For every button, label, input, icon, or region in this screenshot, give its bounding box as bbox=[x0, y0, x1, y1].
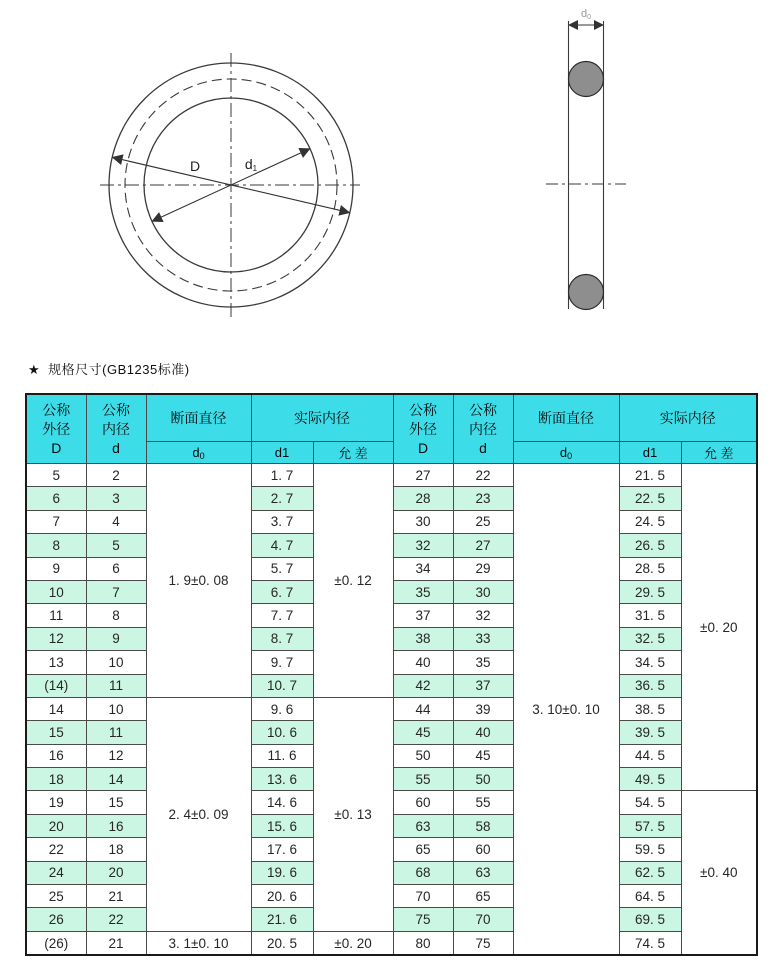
cell-section-diameter-group: 3. 1±0. 10 bbox=[146, 931, 251, 955]
cell-nominal-od: (14) bbox=[26, 674, 86, 697]
cell-nominal-id: 40 bbox=[453, 721, 513, 744]
cell-actual-id: 7. 7 bbox=[251, 604, 313, 627]
oring-front-view-drawing bbox=[92, 45, 372, 325]
cell-actual-id: 22. 5 bbox=[619, 487, 681, 510]
cell-nominal-id: 15 bbox=[86, 791, 146, 814]
cell-actual-id: 2. 7 bbox=[251, 487, 313, 510]
cell-nominal-id: 6 bbox=[86, 557, 146, 580]
header-nominal-id-right: 公称 内径 d bbox=[453, 394, 513, 464]
cell-actual-id: 21. 6 bbox=[251, 908, 313, 931]
cell-section-diameter-group: 3. 10±0. 10 bbox=[513, 464, 619, 956]
cell-actual-id: 10. 6 bbox=[251, 721, 313, 744]
cell-tolerance-group: ±0. 13 bbox=[313, 697, 393, 931]
cell-actual-id: 49. 5 bbox=[619, 768, 681, 791]
cell-nominal-id: 18 bbox=[86, 838, 146, 861]
header-tolerance-right: 允 差 bbox=[681, 442, 757, 464]
cross-section-top bbox=[569, 62, 604, 97]
cell-nominal-id: 11 bbox=[86, 674, 146, 697]
cell-nominal-od: 26 bbox=[26, 908, 86, 931]
cell-nominal-id: 2 bbox=[86, 464, 146, 487]
cell-actual-id: 38. 5 bbox=[619, 697, 681, 720]
cell-nominal-id: 21 bbox=[86, 931, 146, 955]
cell-nominal-od: 25 bbox=[26, 885, 86, 908]
cell-nominal-od: 6 bbox=[26, 487, 86, 510]
cell-actual-id: 26. 5 bbox=[619, 534, 681, 557]
cell-tolerance-group: ±0. 12 bbox=[313, 464, 393, 698]
cell-actual-id: 21. 5 bbox=[619, 464, 681, 487]
cell-nominal-od: 63 bbox=[393, 814, 453, 837]
cell-actual-id: 57. 5 bbox=[619, 814, 681, 837]
cell-nominal-od: 24 bbox=[26, 861, 86, 884]
cell-nominal-od: 50 bbox=[393, 744, 453, 767]
cell-nominal-od: 11 bbox=[26, 604, 86, 627]
cell-nominal-od: 75 bbox=[393, 908, 453, 931]
cell-section-diameter-group: 1. 9±0. 08 bbox=[146, 464, 251, 698]
cell-nominal-id: 7 bbox=[86, 580, 146, 603]
cell-nominal-od: 28 bbox=[393, 487, 453, 510]
cell-nominal-od: 15 bbox=[26, 721, 86, 744]
cell-nominal-od: 12 bbox=[26, 627, 86, 650]
cell-nominal-id: 14 bbox=[86, 768, 146, 791]
table-row bbox=[26, 464, 757, 487]
cell-tolerance-group: ±0. 20 bbox=[681, 464, 757, 791]
cell-nominal-od: 55 bbox=[393, 768, 453, 791]
cell-actual-id: 32. 5 bbox=[619, 627, 681, 650]
cell-actual-id: 64. 5 bbox=[619, 885, 681, 908]
spec-table bbox=[25, 393, 758, 956]
cell-actual-id: 10. 7 bbox=[251, 674, 313, 697]
cell-nominal-id: 20 bbox=[86, 861, 146, 884]
star-icon: ★ bbox=[28, 362, 41, 377]
label-outer-diameter: D bbox=[189, 158, 201, 174]
cell-actual-id: 59. 5 bbox=[619, 838, 681, 861]
cell-actual-id: 3. 7 bbox=[251, 510, 313, 533]
header-d1-right: d1 bbox=[619, 442, 681, 464]
cell-nominal-od: 27 bbox=[393, 464, 453, 487]
cell-nominal-od: 40 bbox=[393, 651, 453, 674]
cell-actual-id: 44. 5 bbox=[619, 744, 681, 767]
cell-nominal-od: 45 bbox=[393, 721, 453, 744]
header-d1-left: d1 bbox=[251, 442, 313, 464]
cell-actual-id: 6. 7 bbox=[251, 580, 313, 603]
cell-actual-id: 36. 5 bbox=[619, 674, 681, 697]
cell-actual-id: 24. 5 bbox=[619, 510, 681, 533]
cell-actual-id: 8. 7 bbox=[251, 627, 313, 650]
cell-actual-id: 20. 5 bbox=[251, 931, 313, 955]
cell-nominal-id: 10 bbox=[86, 697, 146, 720]
cell-nominal-id: 22 bbox=[86, 908, 146, 931]
cell-nominal-id: 37 bbox=[453, 674, 513, 697]
cell-nominal-od: 35 bbox=[393, 580, 453, 603]
cell-actual-id: 13. 6 bbox=[251, 768, 313, 791]
cell-nominal-id: 30 bbox=[453, 580, 513, 603]
oring-cross-section-drawing bbox=[538, 3, 638, 323]
cell-nominal-id: 12 bbox=[86, 744, 146, 767]
cell-actual-id: 31. 5 bbox=[619, 604, 681, 627]
cell-actual-id: 1. 7 bbox=[251, 464, 313, 487]
cell-nominal-od: (26) bbox=[26, 931, 86, 955]
header-d0-right: $d_0$ bbox=[513, 442, 619, 464]
cell-nominal-id: 29 bbox=[453, 557, 513, 580]
header-actual-id-right: 实际内径 bbox=[619, 394, 757, 442]
cell-actual-id: 4. 7 bbox=[251, 534, 313, 557]
cell-nominal-id: 27 bbox=[453, 534, 513, 557]
cell-tolerance-group: ±0. 20 bbox=[313, 931, 393, 955]
cell-nominal-id: 70 bbox=[453, 908, 513, 931]
cell-actual-id: 9. 7 bbox=[251, 651, 313, 674]
cell-nominal-id: 75 bbox=[453, 931, 513, 955]
cell-actual-id: 14. 6 bbox=[251, 791, 313, 814]
cell-nominal-id: 55 bbox=[453, 791, 513, 814]
header-tolerance-left: 允 差 bbox=[313, 442, 393, 464]
cell-actual-id: 17. 6 bbox=[251, 838, 313, 861]
cell-nominal-od: 38 bbox=[393, 627, 453, 650]
cell-nominal-od: 68 bbox=[393, 861, 453, 884]
cell-nominal-id: 5 bbox=[86, 534, 146, 557]
cell-nominal-id: 60 bbox=[453, 838, 513, 861]
cell-nominal-id: 65 bbox=[453, 885, 513, 908]
cell-actual-id: 9. 6 bbox=[251, 697, 313, 720]
cell-nominal-id: 35 bbox=[453, 651, 513, 674]
cell-nominal-id: 33 bbox=[453, 627, 513, 650]
cell-actual-id: 62. 5 bbox=[619, 861, 681, 884]
cell-nominal-id: 4 bbox=[86, 510, 146, 533]
cell-nominal-id: 39 bbox=[453, 697, 513, 720]
cell-nominal-od: 19 bbox=[26, 791, 86, 814]
cell-nominal-od: 70 bbox=[393, 885, 453, 908]
cell-nominal-id: 23 bbox=[453, 487, 513, 510]
header-nominal-od-right: 公称 外径 D bbox=[393, 394, 453, 464]
cell-actual-id: 39. 5 bbox=[619, 721, 681, 744]
cell-actual-id: 34. 5 bbox=[619, 651, 681, 674]
cell-nominal-od: 14 bbox=[26, 697, 86, 720]
cell-nominal-id: 9 bbox=[86, 627, 146, 650]
cell-nominal-od: 9 bbox=[26, 557, 86, 580]
cell-tolerance-group: ±0. 40 bbox=[681, 791, 757, 955]
cell-nominal-id: 45 bbox=[453, 744, 513, 767]
cell-nominal-od: 44 bbox=[393, 697, 453, 720]
cell-actual-id: 28. 5 bbox=[619, 557, 681, 580]
cell-nominal-id: 58 bbox=[453, 814, 513, 837]
cell-nominal-id: 8 bbox=[86, 604, 146, 627]
cell-nominal-od: 34 bbox=[393, 557, 453, 580]
header-section-diameter-right: 断面直径 bbox=[513, 394, 619, 442]
cell-nominal-id: 63 bbox=[453, 861, 513, 884]
cell-actual-id: 11. 6 bbox=[251, 744, 313, 767]
cell-nominal-od: 20 bbox=[26, 814, 86, 837]
cell-nominal-od: 13 bbox=[26, 651, 86, 674]
cell-nominal-od: 7 bbox=[26, 510, 86, 533]
cell-nominal-id: 21 bbox=[86, 885, 146, 908]
header-d0-left: $d_0$ bbox=[146, 442, 251, 464]
cell-nominal-id: 10 bbox=[86, 651, 146, 674]
cell-actual-id: 20. 6 bbox=[251, 885, 313, 908]
cell-nominal-id: 22 bbox=[453, 464, 513, 487]
label-inner-diameter: d1 bbox=[244, 156, 258, 173]
header-actual-id-left: 实际内径 bbox=[251, 394, 393, 442]
cell-section-diameter-group: 2. 4±0. 09 bbox=[146, 697, 251, 931]
label-cross-section-diameter: d0 bbox=[580, 8, 592, 21]
spec-heading bbox=[28, 359, 190, 378]
cell-nominal-od: 30 bbox=[393, 510, 453, 533]
cell-nominal-od: 5 bbox=[26, 464, 86, 487]
table-row bbox=[26, 931, 757, 955]
cell-actual-id: 19. 6 bbox=[251, 861, 313, 884]
cell-nominal-od: 80 bbox=[393, 931, 453, 955]
cell-nominal-od: 22 bbox=[26, 838, 86, 861]
cell-actual-id: 5. 7 bbox=[251, 557, 313, 580]
cell-actual-id: 69. 5 bbox=[619, 908, 681, 931]
cell-nominal-od: 18 bbox=[26, 768, 86, 791]
cell-nominal-id: 16 bbox=[86, 814, 146, 837]
cell-nominal-od: 65 bbox=[393, 838, 453, 861]
cell-nominal-id: 3 bbox=[86, 487, 146, 510]
header-section-diameter-left: 断面直径 bbox=[146, 394, 251, 442]
header-nominal-od-left: 公称 外径 D bbox=[26, 394, 86, 464]
cell-nominal-od: 60 bbox=[393, 791, 453, 814]
cell-nominal-id: 25 bbox=[453, 510, 513, 533]
cell-nominal-id: 50 bbox=[453, 768, 513, 791]
cell-actual-id: 15. 6 bbox=[251, 814, 313, 837]
cross-section-bottom bbox=[569, 275, 604, 310]
cell-nominal-od: 42 bbox=[393, 674, 453, 697]
spec-heading-title: 规格尺寸(GB1235标准) bbox=[48, 362, 190, 377]
cell-actual-id: 74. 5 bbox=[619, 931, 681, 955]
cell-actual-id: 54. 5 bbox=[619, 791, 681, 814]
header-nominal-id-left: 公称 内径 d bbox=[86, 394, 146, 464]
cell-nominal-od: 37 bbox=[393, 604, 453, 627]
cell-nominal-od: 32 bbox=[393, 534, 453, 557]
cell-nominal-od: 10 bbox=[26, 580, 86, 603]
cell-nominal-id: 11 bbox=[86, 721, 146, 744]
cell-actual-id: 29. 5 bbox=[619, 580, 681, 603]
cell-nominal-id: 32 bbox=[453, 604, 513, 627]
cell-nominal-od: 16 bbox=[26, 744, 86, 767]
table-row bbox=[26, 697, 757, 720]
cell-nominal-od: 8 bbox=[26, 534, 86, 557]
